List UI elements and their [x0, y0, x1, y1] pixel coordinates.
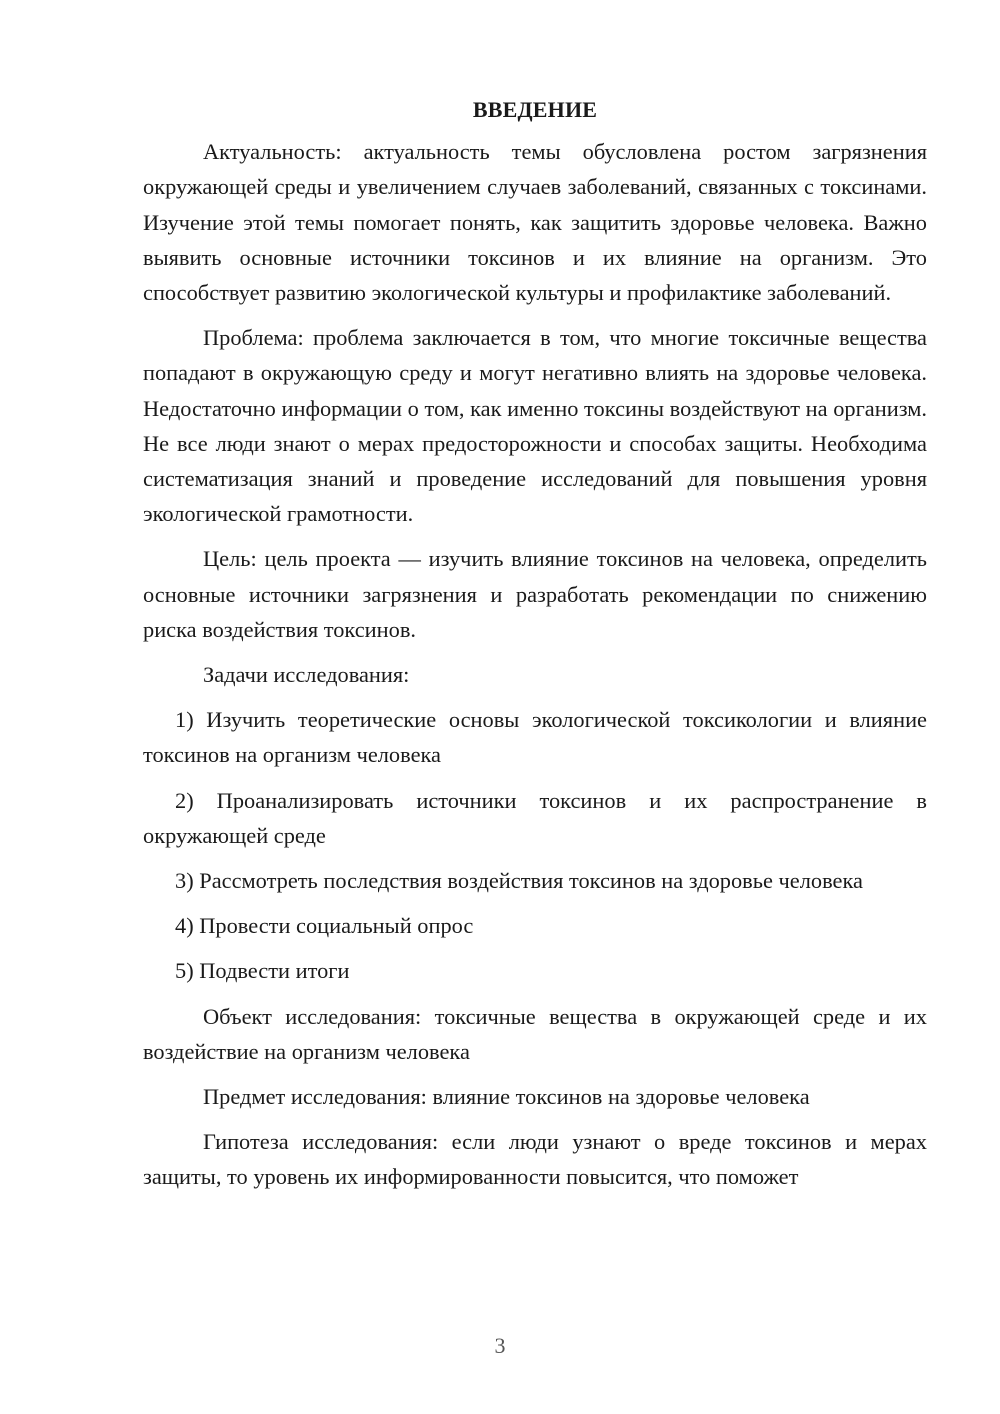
paragraph-relevance: Актуальность: актуальность темы обусловлена ростом загрязнения окружающей среды и увеличением случаев заболеваний, связанных с токсинами. Изучение этой темы помогает понять, как защитить здоровье человека. Важно выявить основные источники токсинов и их влияние на организм. Это способствует развитию экологической культуры и профилактике заболеваний. [143, 139, 927, 306]
paragraph-object: Объект исследования: токсичные вещества в окружающей среде и их воздействие на организм человека [143, 1003, 927, 1064]
task-item-4: 4) Провести социальный опрос [175, 913, 474, 939]
task-item-1: 1) Изучить теоретические основы экологической токсикологии и влияние токсинов на организм человека [143, 707, 927, 768]
paragraph-subject: Предмет исследования: влияние токсинов на здоровье человека [203, 1084, 810, 1110]
task-item-3: 3) Рассмотреть последствия воздействия токсинов на здоровье человека [175, 868, 863, 894]
task-item-5: 5) Подвести итоги [175, 958, 350, 984]
paragraph-goal: Цель: цель проекта — изучить влияние токсинов на человека, определить основные источники загрязнения и разработать рекомендации по снижению риска воздействия токсинов. [143, 546, 927, 642]
tasks-heading: Задачи исследования: [203, 662, 410, 688]
section-title: ВВЕДЕНИЕ [472, 97, 598, 122]
page-number: 3 [494, 1333, 506, 1358]
task-item-2: 2) Проанализировать источники токсинов и их распространение в окружающей среде [143, 787, 927, 848]
document-page [143, 92, 927, 1195]
paragraph-hypothesis: Гипотеза исследования: если люди узнают о вреде токсинов и мерах защиты, то уровень их информированности повысится, что поможет [143, 1129, 927, 1190]
paragraph-problem: Проблема: проблема заключается в том, что многие токсичные вещества попадают в окружающую среду и могут негативно влиять на здоровье человека. Недостаточно информации о том, как именно токсины воздействуют на организм. Не все люди знают о мерах предосторожности и способах защиты. Необходима систематизация знаний и проведение исследований для повышения уровня экологической грамотности. [143, 325, 927, 527]
